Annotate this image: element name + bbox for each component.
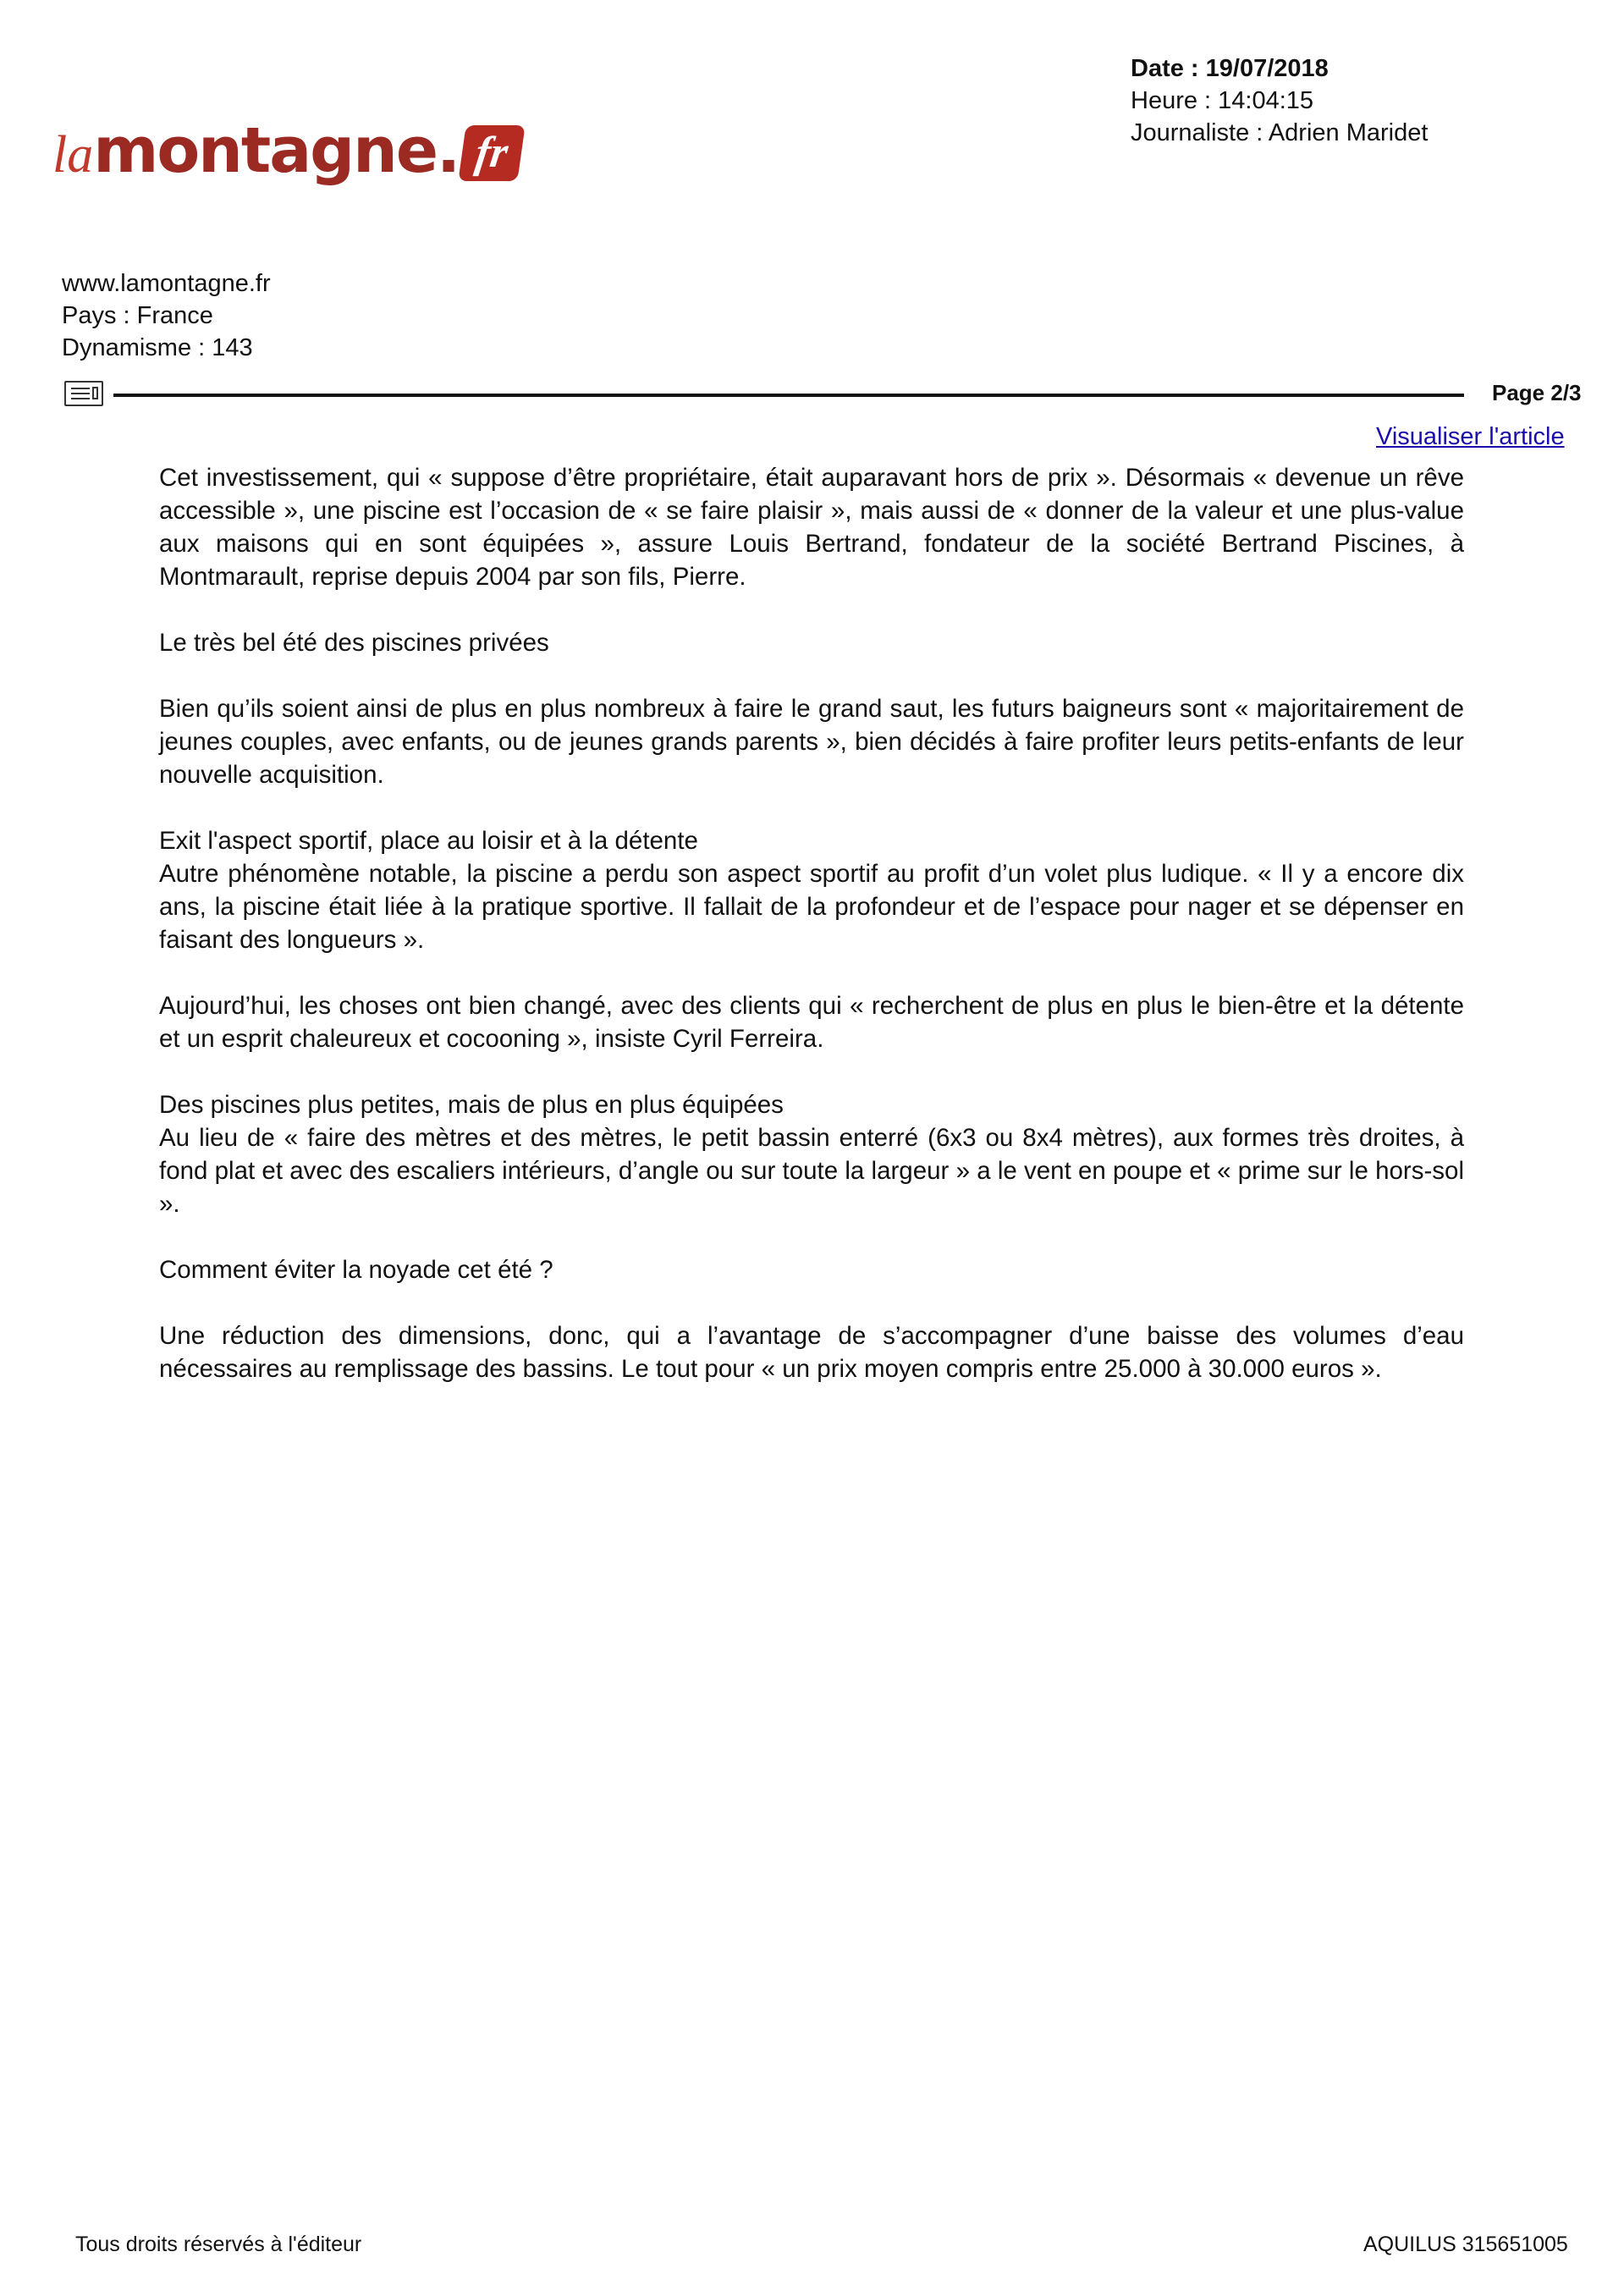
- article-icon: [64, 381, 103, 406]
- view-article-link[interactable]: Visualiser l'article: [1376, 423, 1565, 450]
- article-paragraph: Au lieu de « faire des mètres et des mètres, le petit bassin enterré (6x3 ou 8x4 mètres), aux formes très droites, à fond plat et avec des escaliers intérieurs, d’angle ou sur toute la largeur » a le vent en poupe et « prime sur le hors-sol ».: [159, 1124, 1464, 1218]
- time-label: Heure : 14:04:15: [1131, 87, 1314, 114]
- article-body: [159, 461, 1464, 1418]
- source-site: www.lamontagne.fr: [62, 270, 271, 297]
- logo-tld-badge: fr: [459, 125, 526, 181]
- article-subheading: Des piscines plus petites, mais de plus en plus équipées: [159, 1091, 784, 1119]
- date-label: Date : 19/07/2018: [1131, 55, 1329, 82]
- source-dynamism: Dynamisme : 143: [62, 334, 253, 361]
- article-paragraph: Aujourd’hui, les choses ont bien changé, avec des clients qui « recherchent de plus en plus le bien-être et la détente et un esprit chaleureux et cocooning », insiste Cyril Ferreira.: [159, 992, 1464, 1053]
- logo-dot: .: [437, 114, 461, 187]
- journalist-label: Journaliste : Adrien Maridet: [1131, 119, 1429, 146]
- article-paragraph: Bien qu’ils soient ainsi de plus en plus nombreux à faire le grand saut, les futurs baigneurs sont « majoritairement de jeunes couples, avec enfants, ou de jeunes grands parents », bien décidés à faire profiter leurs petits-enfants de leur nouvelle acquisition.: [159, 695, 1464, 789]
- source-country: Pays : France: [62, 302, 213, 329]
- article-subheading: Le très bel été des piscines privées: [159, 629, 549, 657]
- footer-rights: Tous droits réservés à l'éditeur: [75, 2233, 362, 2256]
- logo-name: montagne: [93, 114, 438, 187]
- page-indicator: Page 2/3: [1492, 380, 1582, 405]
- article-paragraph: Une réduction des dimensions, donc, qui a l’avantage de s’accompagner d’une baisse des volumes d’eau nécessaires au remplissage des bassins. Le tout pour « un prix moyen compris entre 25.000 à 30.000 euros ».: [159, 1322, 1464, 1383]
- article-paragraph: Autre phénomène notable, la piscine a perdu son aspect sportif au profit d’un volet plus ludique. « Il y a encore dix ans, la piscine était liée à la pratique sportive. Il fallait de la profondeur et de l’espace pour nager et se dépenser en faisant des longueurs ».: [159, 860, 1464, 954]
- document-meta: [1131, 52, 1428, 149]
- header-divider: [113, 394, 1464, 397]
- article-paragraph: Cet investissement, qui « suppose d’être propriétaire, était auparavant hors de prix ». Désormais « devenue un rêve accessible », une piscine est l’occasion de « se faire plaisir », mais aussi de « donner de la valeur et une plus-value aux maisons qui en sont équipées », assure Louis Bertrand, fondateur de la société Bertrand Piscines, à Montmarault, reprise depuis 2004 par son fils, Pierre.: [159, 464, 1464, 591]
- article-subheading: Comment éviter la noyade cet été ?: [159, 1256, 553, 1284]
- footer-reference: AQUILUS 315651005: [1363, 2233, 1568, 2256]
- source-info: [62, 267, 271, 364]
- lamontagne-logo: [52, 114, 521, 199]
- logo-prefix: la: [52, 126, 94, 184]
- article-subheading: Exit l'aspect sportif, place au loisir et à la détente: [159, 827, 698, 855]
